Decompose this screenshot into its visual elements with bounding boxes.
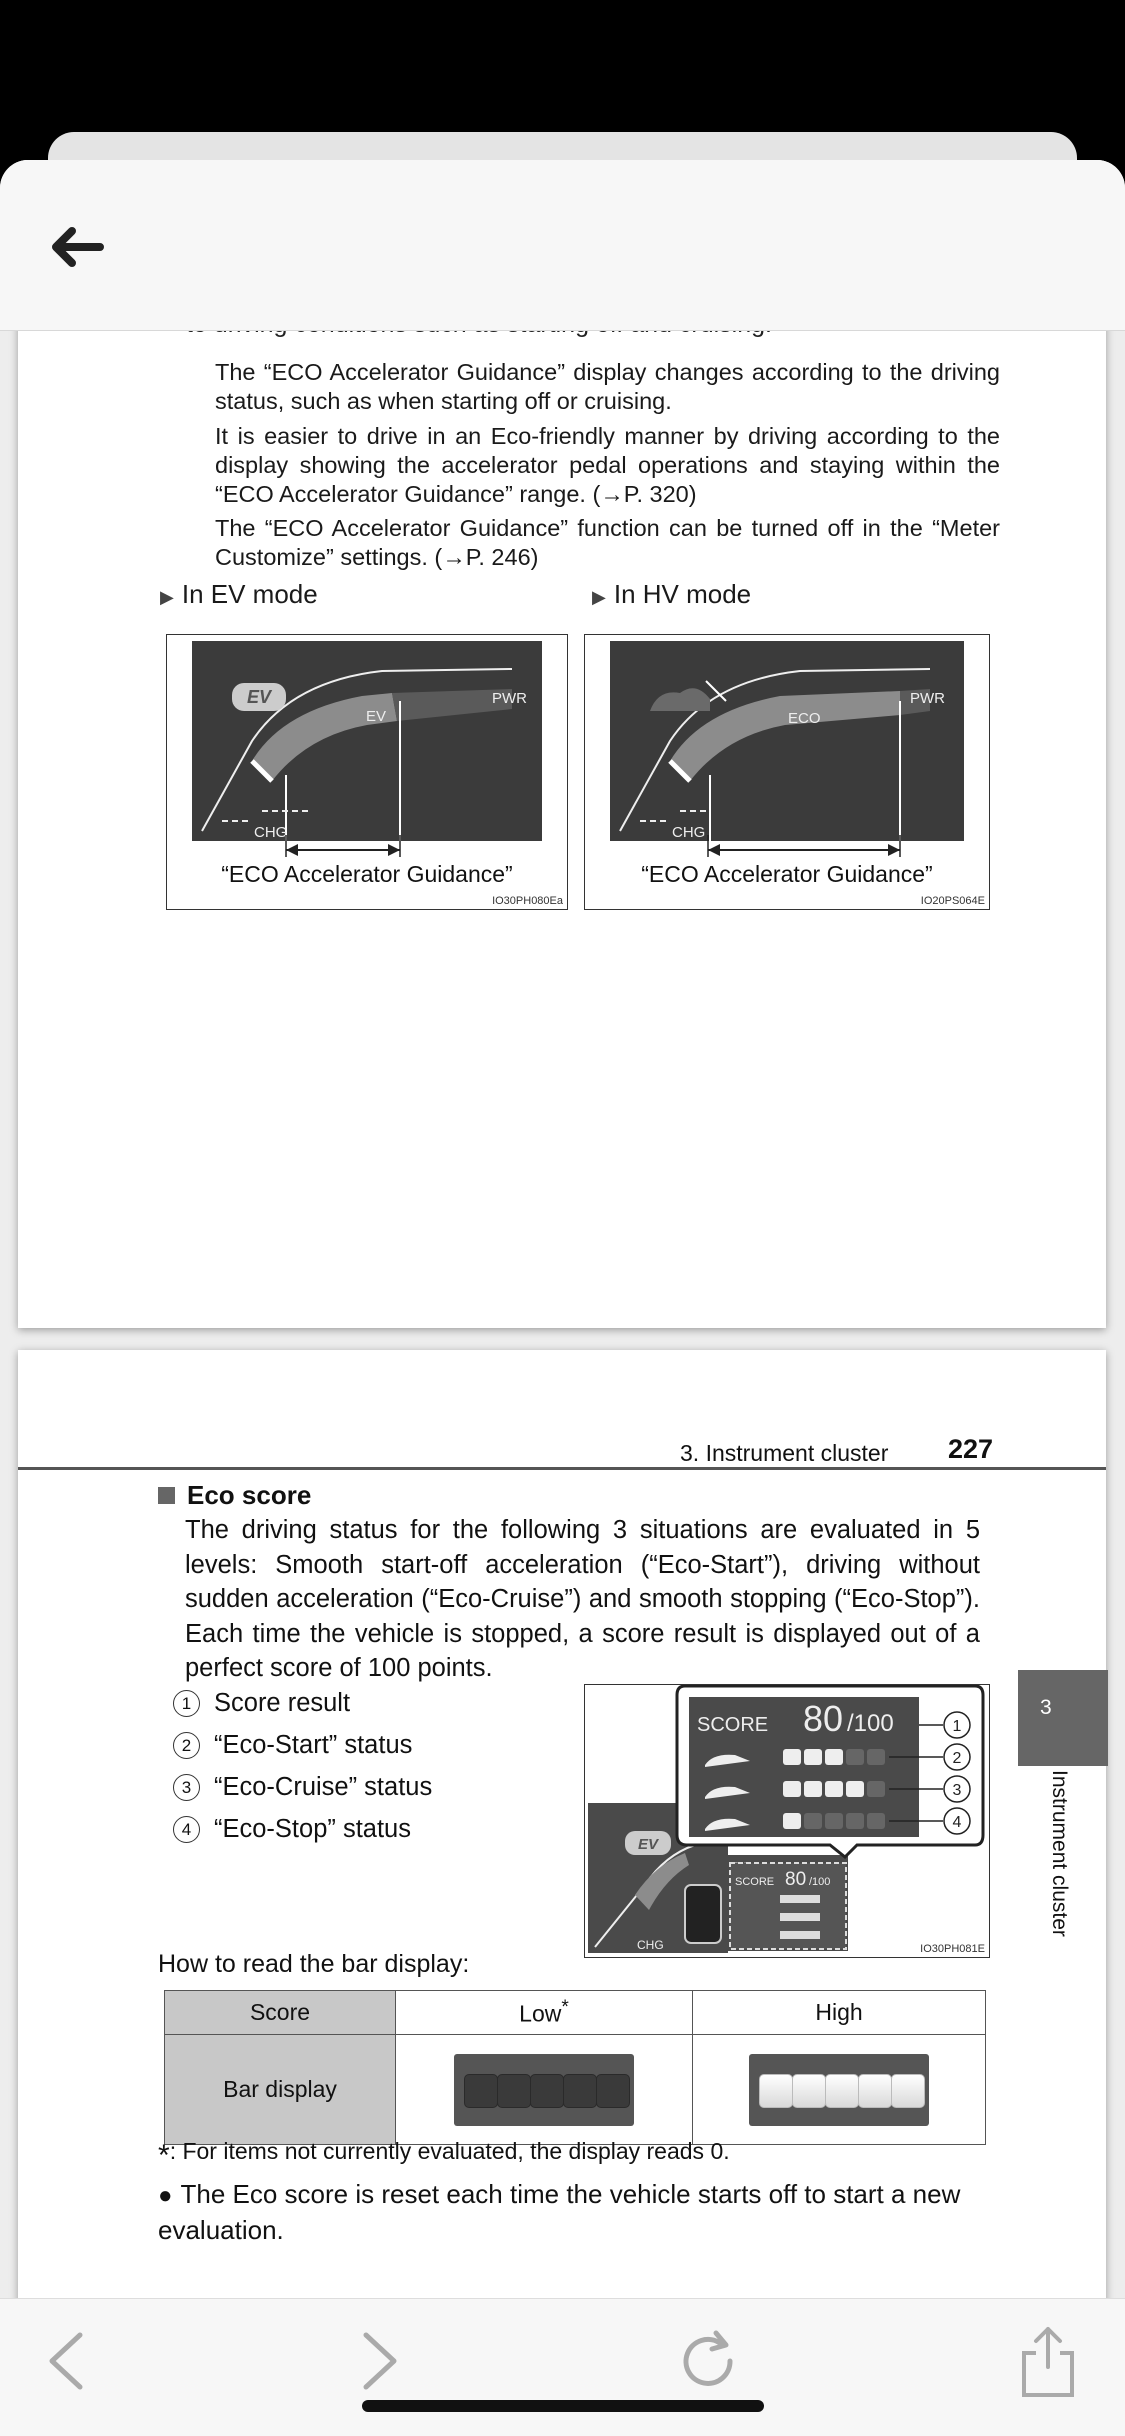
svg-text:80: 80 [803, 1698, 844, 1739]
hv-gauge-display [610, 641, 964, 841]
bottom-toolbar [0, 2298, 1125, 2436]
score-figure-code: IO30PH081E [920, 1943, 985, 1955]
hv-gauge-graphic [610, 641, 964, 841]
forward-nav-button[interactable] [338, 2321, 418, 2401]
status-bar [0, 0, 1125, 130]
bar-segment [596, 2074, 630, 2108]
fuel-icon [685, 1885, 721, 1943]
bar-segment [497, 2074, 531, 2108]
back-button[interactable] [42, 212, 112, 282]
bar-segment [464, 2074, 498, 2108]
svg-text:2: 2 [952, 1750, 962, 1767]
table-row-label: Bar display [165, 2035, 396, 2145]
legend-item: 1 Score result [173, 1689, 350, 1718]
table-header-score: Score [165, 1991, 396, 2035]
table-cell-low [396, 2035, 693, 2145]
paragraph-turn-off: The “ECO Accelerator Guidance” function can be turned off in the “Meter Customize” settings. (→P. 246) [215, 515, 1000, 570]
chapter-tab[interactable]: 3 [1018, 1670, 1108, 1766]
eco-score-figure [584, 1684, 990, 1958]
bullet-dot-icon: ● [158, 2182, 173, 2209]
paragraph-eco-friendly: It is easier to drive in an Eco-friendly manner by driving according to the display showing the accelerator pedal operations and staying within the “ECO Accelerator Guidance” range. (→P. 320) [215, 423, 1000, 507]
manual-page-227 [18, 1350, 1106, 2436]
svg-text:PWR: PWR [492, 690, 527, 707]
ev-mode-heading: ▶ In EV mode [160, 579, 318, 609]
manual-page-top [18, 160, 1106, 1328]
table-header-low: Low* [396, 1991, 693, 2035]
share-button[interactable] [1008, 2321, 1088, 2401]
paragraph-display-changes: The “ECO Accelerator Guidance” display changes according to the driving status, such as when starting off or cruising. [215, 359, 1000, 414]
eco-score-heading: Eco score [158, 1480, 311, 1511]
bar-segment [759, 2074, 793, 2108]
eco-score-graphic [585, 1685, 989, 1957]
ev-mode-figure [166, 634, 568, 910]
footnote: *: For items not currently evaluated, the display reads 0. [158, 2138, 730, 2172]
svg-text:SCORE: SCORE [697, 1714, 769, 1736]
page-number: 227 [948, 1434, 994, 1464]
chevron-right-icon [338, 2321, 418, 2401]
header-divider [18, 1467, 1106, 1470]
ev-gauge-display [192, 641, 542, 841]
ev-figure-caption: “ECO Accelerator Guidance” [221, 861, 513, 887]
svg-text:/100: /100 [809, 1876, 831, 1888]
svg-text:1: 1 [952, 1718, 962, 1735]
svg-text:EV: EV [246, 687, 272, 707]
svg-text:CHG: CHG [637, 1938, 664, 1952]
table-header-high: High [693, 1991, 986, 2035]
section-square-icon [158, 1487, 175, 1504]
bar-segment [792, 2074, 826, 2108]
ev-figure-code: IO30PH080Ea [492, 895, 563, 907]
bar-segment [563, 2074, 597, 2108]
svg-text:CHG: CHG [254, 824, 288, 841]
reload-button[interactable] [668, 2321, 748, 2401]
bar-segment [891, 2074, 925, 2108]
share-icon [1008, 2321, 1088, 2401]
ev-gauge-graphic [192, 641, 542, 841]
arrow-left-icon [42, 212, 112, 282]
svg-text:EV: EV [637, 1836, 659, 1853]
hv-figure-caption: “ECO Accelerator Guidance” [641, 861, 933, 887]
svg-text:PWR: PWR [910, 690, 945, 707]
legend-item: 4 “Eco-Stop” status [173, 1815, 411, 1844]
hv-figure-code: IO20PS064E [920, 895, 985, 907]
low-bar-display [454, 2054, 634, 2126]
svg-text:CHG: CHG [672, 824, 706, 841]
svg-text:ECO: ECO [788, 710, 821, 727]
document-viewer [0, 160, 1125, 2436]
svg-text:4: 4 [952, 1814, 962, 1831]
hv-mode-figure [584, 634, 990, 910]
svg-text:SCORE: SCORE [735, 1876, 775, 1888]
table-cell-high [693, 2035, 986, 2145]
top-navigation-bar [0, 160, 1125, 331]
chapter-tab-label: Instrument cluster [1048, 1770, 1071, 1937]
eco-score-description: The driving status for the following 3 situations are evaluated in 5 levels: Smooth start-off acceleration (“Eco-Start”), driving without sudden acceleration (“Eco-Cruise”) and smooth stopping (“Eco-Stop”). Each time the vehicle is stopped, a score result is displayed out of a perfect score of 100 points. [185, 1516, 980, 1682]
high-bar-display [749, 2054, 929, 2126]
hv-mode-heading: ▶ In HV mode [592, 579, 752, 609]
svg-text:EV: EV [366, 708, 387, 725]
back-nav-button[interactable] [28, 2321, 108, 2401]
legend-item: 3 “Eco-Cruise” status [173, 1773, 432, 1802]
reload-icon [668, 2321, 748, 2401]
bar-display-heading: How to read the bar display: [158, 1950, 470, 1978]
bar-segment [825, 2074, 859, 2108]
svg-text:/100: /100 [847, 1710, 894, 1737]
svg-text:80: 80 [785, 1869, 807, 1890]
bar-display-table [164, 1990, 986, 2145]
bar-segment [530, 2074, 564, 2108]
reset-note: ● The Eco score is reset each time the vehicle starts off to start a new evaluation. [158, 2179, 961, 2245]
chevron-left-icon [28, 2321, 108, 2401]
bar-segment [858, 2074, 892, 2108]
legend-item: 2 “Eco-Start” status [173, 1731, 412, 1760]
svg-text:3: 3 [952, 1782, 962, 1799]
section-header: 3. Instrument cluster [680, 1440, 889, 1466]
engine-cloud-icon [650, 688, 710, 711]
home-indicator [362, 2400, 764, 2412]
